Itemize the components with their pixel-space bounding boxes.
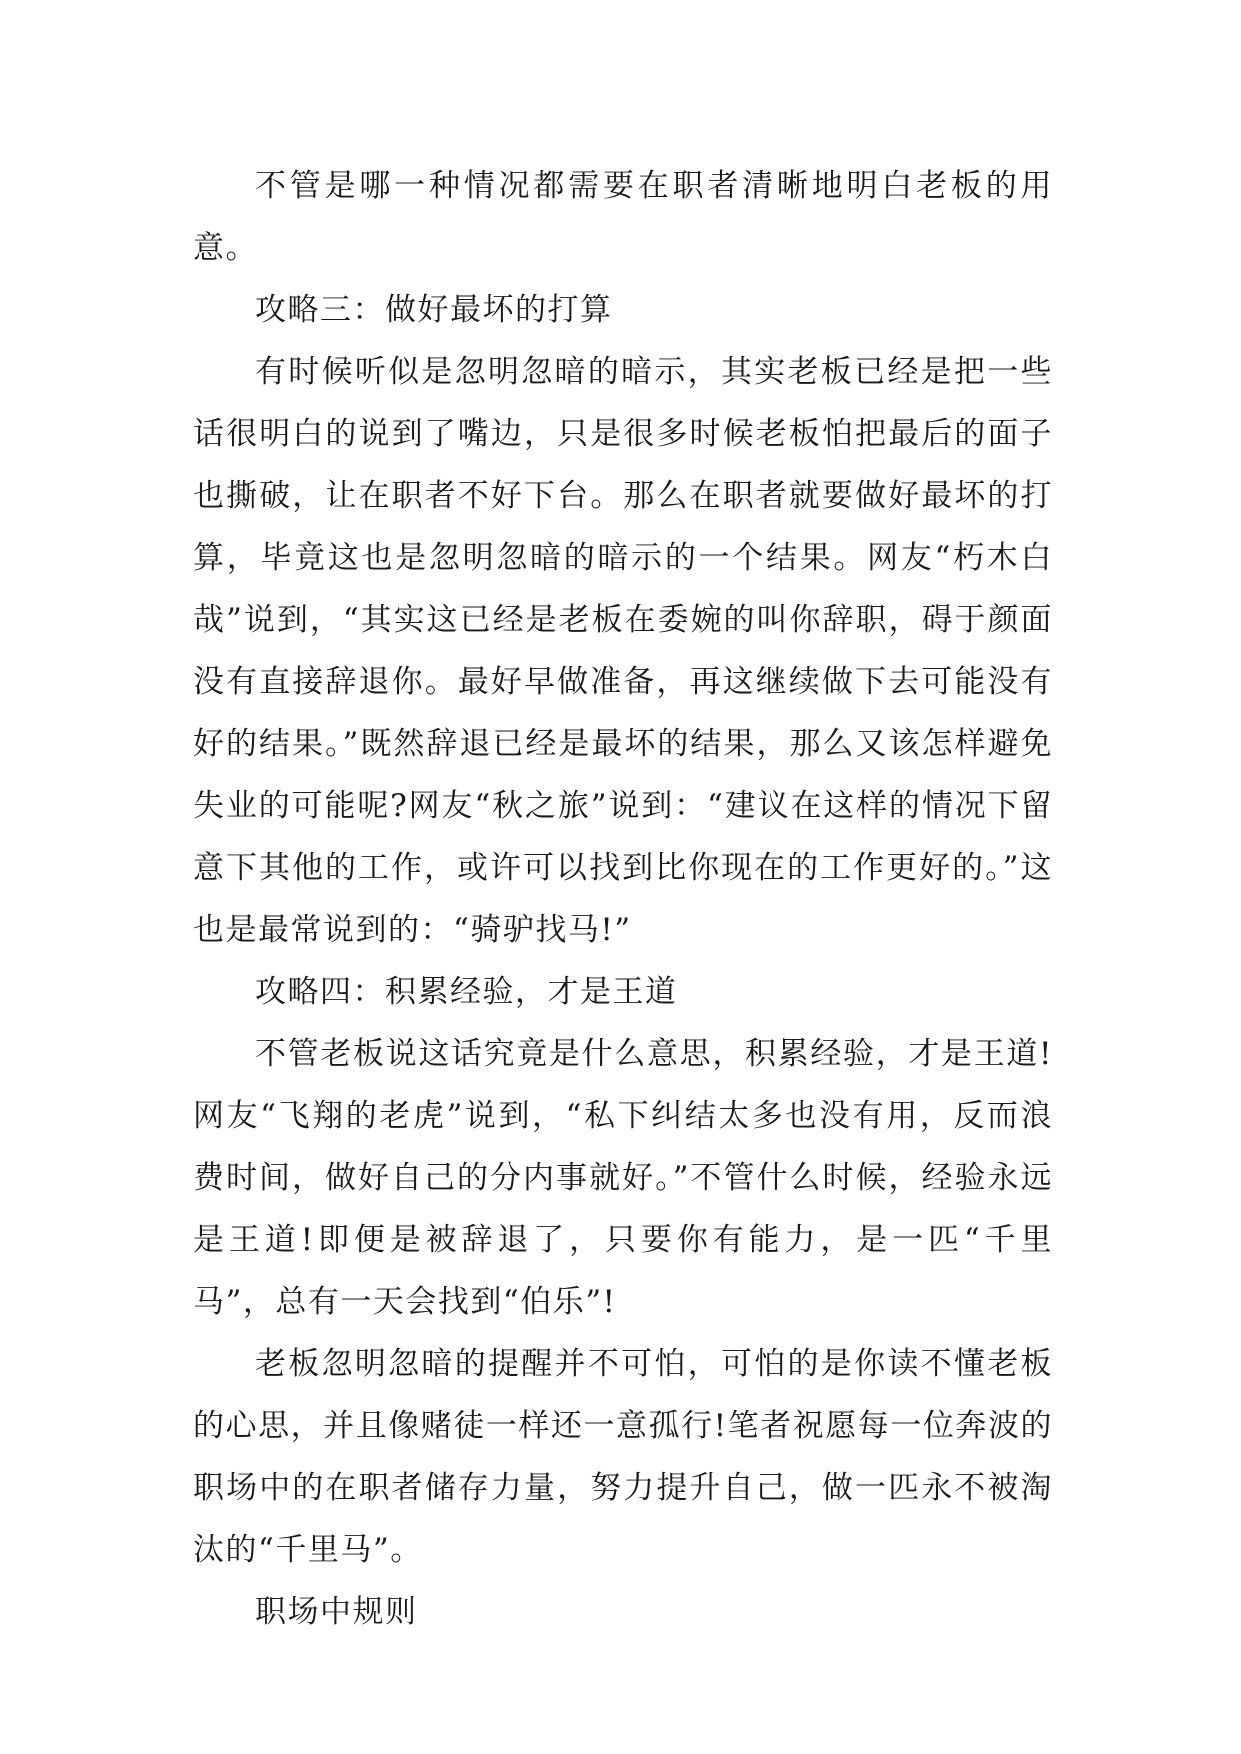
heading-workplace-rules: 职场中规则 [255,1594,418,1630]
heading-strategy-three: 攻略三：做好最坏的打算 [255,292,613,328]
document-body [193,155,1053,1643]
heading-strategy-four: 攻略四：积累经验，才是王道 [255,974,678,1010]
paragraph-strategy-four: 不管老板说这话究竟是什么意思，积累经验，才是王道!网友“飞翔的老虎”说到，“私下纠结太多也没有用，反而浪费时间，做好自己的分内事就好。”不管什么时候，经验永远是王道!即便是被辞退了，只要你有能力，是一匹“千里马”，总有一天会找到“伯乐”! [193,1036,1053,1320]
paragraph-strategy-three: 有时候听似是忽明忽暗的暗示，其实老板已经是把一些话很明白的说到了嘴边，只是很多时候老板怕把最后的面子也撕破，让在职者不好下台。那么在职者就要做好最坏的打算，毕竟这也是忽明忽暗的暗示的一个结果。网友“朽木白哉”说到，“其实这已经是老板在委婉的叫你辞职，碍于颜面没有直接辞退你。最好早做准备，再这继续做下去可能没有好的结果。”既然辞退已经是最坏的结果，那么又该怎样避免失业的可能呢?网友“秋之旅”说到：“建议在这样的情况下留意下其他的工作，或许可以找到比你现在的工作更好的。”这也是最常说到的：“骑驴找马!” [193,354,1053,948]
paragraph-intro: 不管是哪一种情况都需要在职者清晰地明白老板的用意。 [193,168,1053,266]
paragraph-conclusion: 老板忽明忽暗的提醒并不可怕，可怕的是你读不懂老板的心思，并且像赌徒一样还一意孤行!笔者祝愿每一位奔波的职场中的在职者储存力量，努力提升自己，做一匹永不被淘汰的“千里马”。 [193,1346,1053,1568]
